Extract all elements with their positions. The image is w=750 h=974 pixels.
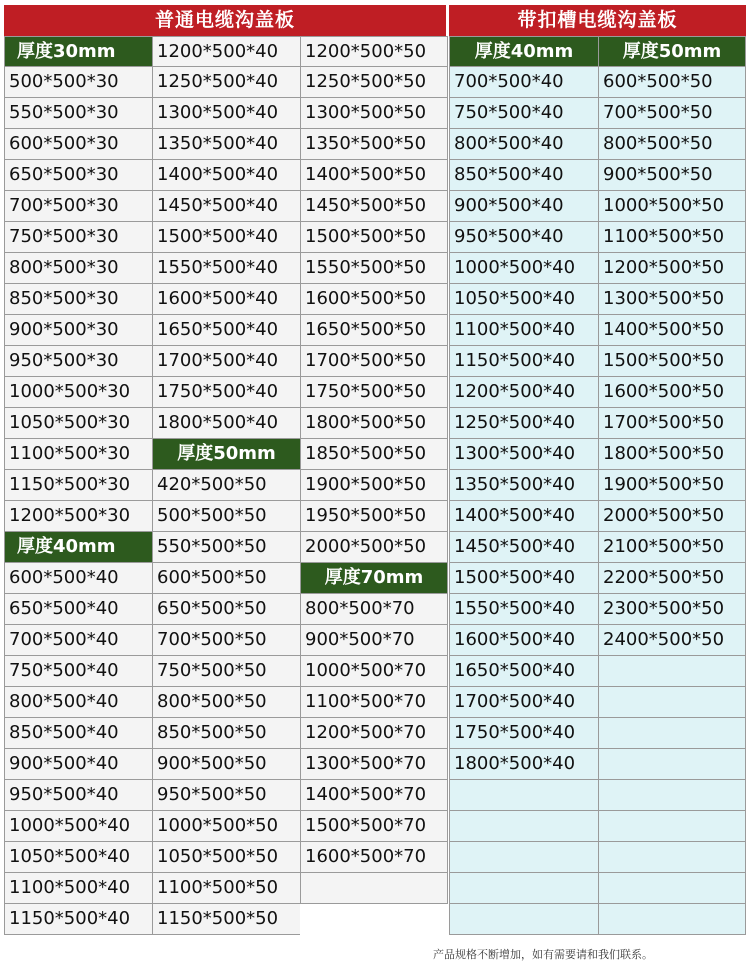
spec-cell: 700*500*40 [449, 67, 598, 98]
spec-cell: 1300*500*40 [449, 439, 598, 470]
spec-cell: 2300*500*50 [598, 594, 746, 625]
spec-cell: 700*500*40 [4, 625, 152, 656]
spec-cell: 1000*500*30 [4, 377, 152, 408]
footnote: 产品规格不断增加，如有需要请和我们联系。 [433, 948, 653, 961]
spec-cell: 500*500*50 [152, 501, 300, 532]
spec-cell: 900*500*50 [598, 160, 746, 191]
spec-cell: 1200*500*30 [4, 501, 152, 532]
spec-cell: 1450*500*40 [449, 532, 598, 563]
thickness-header: 厚度50mm [598, 36, 746, 67]
spec-cell: 750*500*30 [4, 222, 152, 253]
column-1 [4, 36, 152, 935]
spec-cell: 800*500*40 [449, 129, 598, 160]
empty-cell [449, 780, 598, 811]
spec-cell: 1350*500*40 [449, 470, 598, 501]
spec-cell: 1550*500*40 [152, 253, 300, 284]
spec-cell: 650*500*40 [4, 594, 152, 625]
spec-cell: 1500*500*40 [152, 222, 300, 253]
spec-cell: 1050*500*30 [4, 408, 152, 439]
spec-cell: 600*500*50 [152, 563, 300, 594]
spec-cell: 600*500*30 [4, 129, 152, 160]
spec-cell: 1400*500*70 [300, 780, 448, 811]
spec-cell: 1150*500*50 [152, 904, 300, 935]
spec-cell: 1150*500*40 [4, 904, 152, 935]
spec-cell: 1150*500*30 [4, 470, 152, 501]
spec-cell: 2000*500*50 [300, 532, 448, 563]
spec-cell: 800*500*50 [598, 129, 746, 160]
empty-cell [598, 873, 746, 904]
spec-cell: 1600*500*40 [152, 284, 300, 315]
spec-cell: 850*500*30 [4, 284, 152, 315]
spec-cell: 1000*500*50 [152, 811, 300, 842]
spec-cell: 900*500*40 [449, 191, 598, 222]
empty-cell [449, 811, 598, 842]
spec-cell: 2200*500*50 [598, 563, 746, 594]
spec-cell: 1900*500*50 [598, 470, 746, 501]
normal-cover-header: 普通电缆沟盖板 [4, 5, 446, 36]
spec-cell: 1750*500*40 [449, 718, 598, 749]
spec-cell: 1100*500*50 [598, 222, 746, 253]
spec-cell: 850*500*40 [449, 160, 598, 191]
spec-cell: 1700*500*40 [152, 346, 300, 377]
spec-cell: 1400*500*50 [300, 160, 448, 191]
spec-cell: 420*500*50 [152, 470, 300, 501]
spec-cell: 2100*500*50 [598, 532, 746, 563]
spec-cell: 1800*500*40 [449, 749, 598, 780]
spec-cell: 1600*500*40 [449, 625, 598, 656]
spec-cell: 1000*500*40 [4, 811, 152, 842]
empty-cell [598, 718, 746, 749]
empty-cell [598, 656, 746, 687]
spec-cell: 800*500*70 [300, 594, 448, 625]
spec-cell: 1200*500*50 [598, 253, 746, 284]
spec-cell: 950*500*30 [4, 346, 152, 377]
spec-cell: 1450*500*40 [152, 191, 300, 222]
spec-cell: 1300*500*50 [598, 284, 746, 315]
spec-cell: 1000*500*40 [449, 253, 598, 284]
spec-cell: 1000*500*70 [300, 656, 448, 687]
spec-cell: 1800*500*50 [300, 408, 448, 439]
spec-cell: 750*500*40 [449, 98, 598, 129]
spec-cell: 1000*500*50 [598, 191, 746, 222]
spec-cell: 700*500*30 [4, 191, 152, 222]
spec-cell: 1650*500*50 [300, 315, 448, 346]
column-5 [598, 36, 746, 935]
spec-cell: 1200*500*50 [300, 36, 448, 67]
spec-cell: 1500*500*50 [598, 346, 746, 377]
empty-cell [598, 842, 746, 873]
table-columns [4, 36, 746, 935]
spec-cell: 550*500*30 [4, 98, 152, 129]
spec-cell: 1500*500*40 [449, 563, 598, 594]
thickness-header: 厚度70mm [300, 563, 448, 594]
empty-cell [449, 904, 598, 935]
spec-cell: 950*500*50 [152, 780, 300, 811]
spec-cell: 1550*500*40 [449, 594, 598, 625]
spec-cell: 800*500*50 [152, 687, 300, 718]
thickness-header: 厚度50mm [152, 439, 300, 470]
column-4 [449, 36, 598, 935]
spec-cell: 1300*500*70 [300, 749, 448, 780]
spec-cell: 1350*500*40 [152, 129, 300, 160]
spec-cell: 600*500*40 [4, 563, 152, 594]
spec-cell: 700*500*50 [152, 625, 300, 656]
spec-cell: 1600*500*50 [598, 377, 746, 408]
spec-cell: 1250*500*50 [300, 67, 448, 98]
spec-cell: 1650*500*40 [152, 315, 300, 346]
spec-cell: 500*500*30 [4, 67, 152, 98]
spec-cell: 1750*500*50 [300, 377, 448, 408]
spec-cell: 900*500*50 [152, 749, 300, 780]
spec-cell: 1700*500*50 [598, 408, 746, 439]
column-2 [152, 36, 300, 935]
spec-cell: 2000*500*50 [598, 501, 746, 532]
spec-cell: 850*500*40 [4, 718, 152, 749]
spec-cell: 1300*500*40 [152, 98, 300, 129]
empty-cell [598, 749, 746, 780]
spec-cell: 1400*500*40 [449, 501, 598, 532]
spec-cell: 600*500*50 [598, 67, 746, 98]
spec-cell: 1100*500*40 [4, 873, 152, 904]
spec-cell: 1150*500*40 [449, 346, 598, 377]
spec-cell: 1750*500*40 [152, 377, 300, 408]
spec-cell: 1600*500*50 [300, 284, 448, 315]
spec-cell: 1100*500*70 [300, 687, 448, 718]
spec-cell: 1050*500*40 [4, 842, 152, 873]
spec-cell: 800*500*40 [4, 687, 152, 718]
spec-cell: 950*500*40 [4, 780, 152, 811]
empty-cell [598, 811, 746, 842]
spec-cell: 1550*500*50 [300, 253, 448, 284]
empty-cell [300, 873, 448, 904]
spec-cell: 1250*500*40 [449, 408, 598, 439]
spec-cell: 900*500*70 [300, 625, 448, 656]
spec-cell: 950*500*40 [449, 222, 598, 253]
spec-cell: 1500*500*50 [300, 222, 448, 253]
empty-cell [598, 687, 746, 718]
spec-cell: 1100*500*30 [4, 439, 152, 470]
thickness-header: 厚度40mm [449, 36, 598, 67]
spec-cell: 850*500*50 [152, 718, 300, 749]
spec-cell: 700*500*50 [598, 98, 746, 129]
spec-cell: 1600*500*70 [300, 842, 448, 873]
spec-cell: 750*500*40 [4, 656, 152, 687]
spec-cell: 650*500*50 [152, 594, 300, 625]
spec-cell: 1300*500*50 [300, 98, 448, 129]
empty-cell [598, 780, 746, 811]
spec-cell: 650*500*30 [4, 160, 152, 191]
spec-cell: 1200*500*70 [300, 718, 448, 749]
section-headers [4, 5, 746, 36]
slotted-cover-header: 带扣槽电缆沟盖板 [449, 5, 746, 36]
spec-cell: 1400*500*40 [152, 160, 300, 191]
spec-cell: 800*500*30 [4, 253, 152, 284]
spec-cell: 1050*500*50 [152, 842, 300, 873]
thickness-header: 厚度30mm [4, 36, 152, 67]
spec-cell: 1400*500*50 [598, 315, 746, 346]
thickness-header: 厚度40mm [4, 532, 152, 563]
spec-cell: 550*500*50 [152, 532, 300, 563]
spec-cell: 1900*500*50 [300, 470, 448, 501]
spec-cell: 1100*500*40 [449, 315, 598, 346]
spec-cell: 1450*500*50 [300, 191, 448, 222]
spec-cell: 1200*500*40 [152, 36, 300, 67]
spec-cell: 900*500*30 [4, 315, 152, 346]
spec-cell: 1250*500*40 [152, 67, 300, 98]
spec-cell: 1350*500*50 [300, 129, 448, 160]
spec-cell: 750*500*50 [152, 656, 300, 687]
empty-cell [449, 873, 598, 904]
empty-cell [598, 904, 746, 935]
spec-cell: 1050*500*40 [449, 284, 598, 315]
spec-cell: 1800*500*50 [598, 439, 746, 470]
spec-table [4, 5, 746, 935]
spec-cell: 900*500*40 [4, 749, 152, 780]
spec-cell: 1650*500*40 [449, 656, 598, 687]
empty-cell [449, 842, 598, 873]
spec-cell: 1200*500*40 [449, 377, 598, 408]
spec-cell: 1100*500*50 [152, 873, 300, 904]
spec-cell: 1850*500*50 [300, 439, 448, 470]
spec-cell: 1950*500*50 [300, 501, 448, 532]
spec-cell: 1800*500*40 [152, 408, 300, 439]
spec-cell: 1500*500*70 [300, 811, 448, 842]
spec-cell: 1700*500*50 [300, 346, 448, 377]
spec-cell: 2400*500*50 [598, 625, 746, 656]
column-3 [300, 36, 448, 935]
spec-cell: 1700*500*40 [449, 687, 598, 718]
